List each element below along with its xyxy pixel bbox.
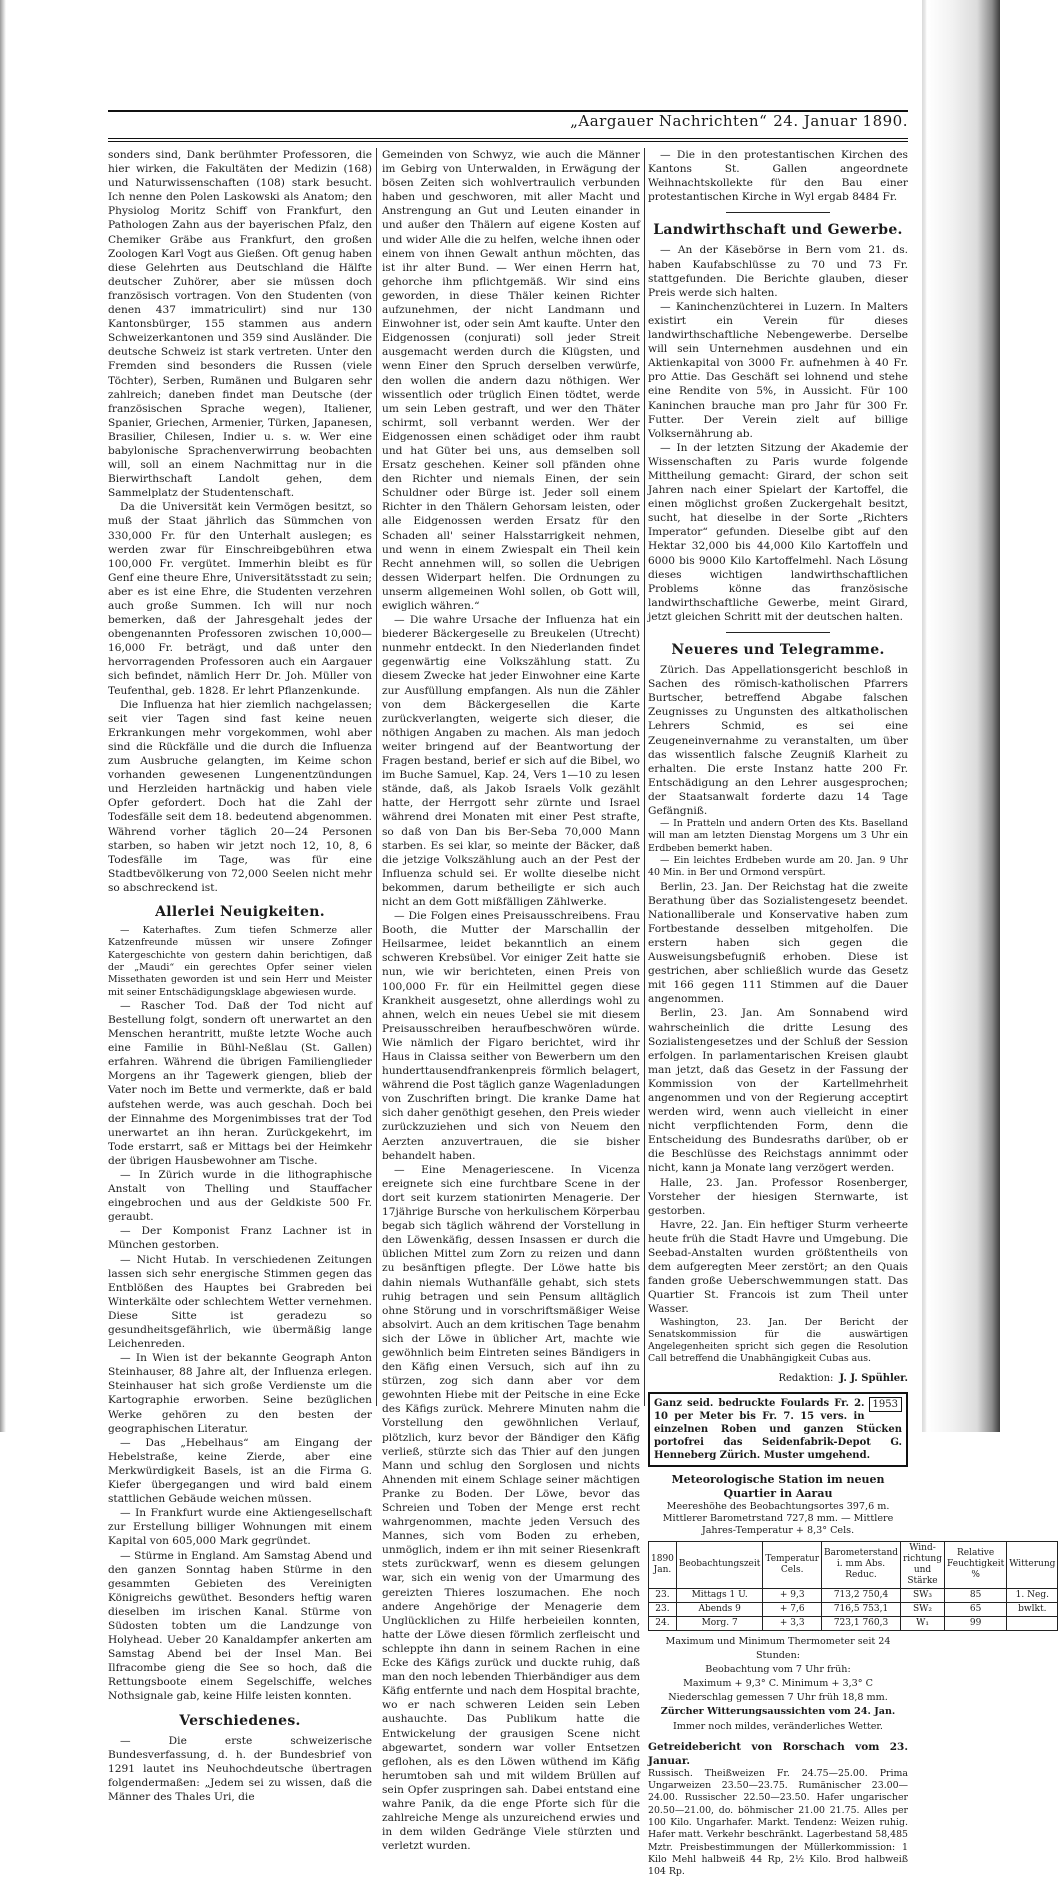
table-cell: 716,5 753,1	[822, 1602, 901, 1616]
table-cell: 23.	[649, 1602, 677, 1616]
news-item: — Die Folgen eines Preisausschreibens. Frau Booth, die Mutter der Marschallin der Heilsarmee, leidet bekanntlich an einem schweren Krebsübel. Vor einiger Zeit hatte sie nun, wie wir berichteten, einen Preis von 100,000 Fr. für ein Heilmittel gegen diese Krankheit ausgesetzt, ohne allerdings wohl zu ahnen, welch ein neues Uebel sie mit diesem Preisausschreiben heraufbeschwören würde. Wie nämlich der Figaro berichtet, wird ihr Haus in Claissa seither von Bewerbern um den hunderttausendfrankenpreis förmlich belagert, während die Post täglich ganze Wagenladungen von Zuschriften bringt. Die kranke Dame hat sich daher genöthigt gesehen, den Preis wieder zurückzuziehen und sich von Neuem den Aerzten anzuvertrauen, die sie bisher behandelt haben.	[382, 910, 641, 1162]
news-item: — Stürme in England. Am Samstag Abend und den ganzen Sonntag haben Stürme in den gesammten Gebieten des Vereinigten Königreichs gewüthet. Besonders heftig waren dieselben im irischen Kanal. Stürme von Südosten tobten um die Landzunge von Holyhead. Ueber 20 Kanaldampfer ankerten am Samstag Abend bei der Insel Man. Bei Ilfracombe gieng die See so hoch, daß die Rettungsboote einem Segelschiffe, welches Nothsignale gab, keine Hilfe leisten konnten.	[108, 1549, 372, 1703]
article-paragraph: Die Influenza hat hier ziemlich nachgelassen; seit vier Tagen sind fast keine neuen Erkrankungen mehr vorgekommen, wohl aber sind die Rückfälle und die durch die Influenza zum Ausbruche gelangten, im Keime schon vorhanden gewesenen Lungenentzündungen und Herzleiden hartnäckig und haben viele Opfer gefordert. Doch hat die Zahl der Todesfälle seit dem 18. bedeutend abgenommen. Während vorher täglich 20—24 Personen starben, so haben wir jetzt noch 12, 10, 8, 6 Todesfälle im Tage, was für eine Stadtbevölkerung von 72,000 Seelen nicht mehr so abschreckend ist.	[108, 698, 372, 894]
news-item: — In Pratteln und andern Orten des Kts. Baselland will man am letzten Dienstag Morgens um 3 Uhr ein Erdbeben bemerkt haben.	[648, 818, 908, 854]
article-paragraph: Gemeinden von Schwyz, wie auch die Männer im Gebirg von Unterwalden, in Erwägung der bösen Zeiten sich wohlvertraulich verbunden haben und geschworen, mit aller Macht und Anstrengung an Gut und Leuten einander in und außer den Thälern auf eigene Kosten auf und wider Alle die zu helfen, welche ihnen oder einem von ihnen Gewalt anthun möchten, das ist ihr alter Bund. — Wer einen Herrn hat, gehorche ihm pflichtgemäß. Wir sind eins geworden, in diese Thäler keinen Richter aufzunehmen, der nicht Landmann und Einwohner ist, oder sein Amt kaufte. Unter den Eidgenossen (conjurati) soll jeder Streit ausgemacht werden durch die Klügsten, und wenn Einer den Spruch derselben verwürfe, den wollen die andern dazu nöthigen. Wer wissentlich oder trüglich Einen tödtet, werde um sein Leben gestraft, und wer den Thäter schirmt, soll verbannt werden. Wer der Eidgenossen einen schädiget oder ihm raubt und hat Güter bei uns, aus demselben soll Ersatz geschehen. Keiner soll pfänden ohne den Richter und niemals Einen, der sein Schuldner oder Bürge ist. Jeder soll einem Richter in den Thälern Gehorsam leisten, oder alle Eidgenossen werden Ersatz für den Schaden all' seiner Halsstarrigkeit nehmen, und wenn in einem Zwiespalt ein Theil kein Recht annehmen will, so sollen die Uebrigen dessen Widerpart helfen. Die Ordnungen zu unserm allgemeinen Wohl sollen, ob Gott will, ewiglich währen.“	[382, 149, 640, 612]
weather-forecast-title: Zürcher Witterungsaussichten vom 24. Jan.	[660, 1706, 896, 1718]
page-edge-right	[922, 0, 1000, 1432]
table-cell: + 3,3	[763, 1616, 822, 1630]
news-item: — Nicht Hutab. In verschiedenen Zeitungen lassen sich sehr energische Stimmen gegen das Entblößen des Hauptes bei Grabreden bei Winterkälte oder schlechtem Wetter vernehmen. Diese Sitte ist geradezu so gesundheitsgefährlich, wie übermäßig lange Leichenreden.	[108, 1253, 372, 1351]
section-divider	[726, 632, 830, 633]
telegram-item: Berlin, 23. Jan. Der Reichstag hat die zweite Berathung über das Sozialistengesetz beendet. Nationalliberale und Konservative haben zum Fortbestande desselben mitgeholfen. Die erstern haben sich gegen die Ausweisungsbefugniß erhoben. Diese ist gestrichen, aber schließlich wurde das Gesetz mit 166 gegen 111 Stimmen auf die Dauer angenommen.	[648, 880, 908, 1006]
foulard-advertisement	[648, 1392, 908, 1467]
table-cell: bwlkt.	[1007, 1602, 1058, 1616]
table-cell: 723,1 760,3	[822, 1616, 901, 1630]
editor-credit	[648, 1372, 908, 1386]
news-item: — Die wahre Ursache der Influenza hat ein biederer Bäckergeselle zu Breukelen (Utrecht) nunmehr entdeckt. In den Niederlanden findet gegenwärtig eine Volkszählung statt. Zu diesem Zwecke hat jeder Einwohner eine Karte zur Ausfüllung empfangen. Als nun die Zähler von dem Bäckergesellen die Karte zurückverlangten, weigerte sich dieser, die nöthigen Angaben zu machen. Als man jedoch weiter bringend auf der Beantwortung der Fragen bestand, berief er sich auf die Bibel, wo im Buche Samuel, Kap. 24, Vers 1—10 zu lesen stände, daß, als Jakob Israels Volk gezählt hatte, der Herrgott sehr zürnte und Israel während drei Monaten mit einer Pest strafte, so daß von Dan bis Ber-Seba 70,000 Mann starben. Es sei klar, so meinte der Bäcker, daß die jetzige Volkszählung auch an der Pest der Influenza schuld sei. Er wollte dieselbe nicht bekommen, darum betheiligte er sich auch nicht an dem Gott mißfälligen Zählwerke.	[382, 614, 640, 908]
ad-code: 1953	[869, 1397, 902, 1412]
section-heading-verschiedenes: Verschiedenes.	[179, 1712, 301, 1729]
weather-col-header: 1890 Jan.	[649, 1541, 677, 1588]
page-shadow-left	[0, 0, 6, 1432]
paper-title: „Aargauer Nachrichten“	[570, 112, 768, 130]
table-cell: Morg. 7	[676, 1616, 762, 1630]
table-row	[649, 1616, 1058, 1630]
news-item: — In Wien ist der bekannte Geograph Anton Steinhauser, 88 Jahre alt, der Influenza erlegen. Steinhauser hat sich große Verdienste um die Kartographie erworben. Seine bezüglichen Werke gehören zu den besten der geographischen Literatur.	[108, 1352, 372, 1435]
news-item: — Das „Hebelhaus“ am Eingang der Hebelstraße, keine Zierde, aber eine Merkwürdigkeit Basels, ist an die Firma G. Kiefer übergegangen und wird bald einem stattlichen Gebäude weichen müssen.	[108, 1436, 372, 1506]
table-cell: + 7,6	[763, 1602, 822, 1616]
weather-table-header	[649, 1541, 1058, 1588]
weather-table	[648, 1541, 1058, 1631]
table-cell: 713,2 750,4	[822, 1588, 901, 1602]
article-paragraph: sonders sind, Dank berühmter Professoren, die hier wirken, die Fakultäten der Medizin (168) und Naturwissenschaften (108) stark besucht. Ich nenne den Polen Laskowski als Anatom; den Physiolog Moritz Schiff von Frankfurt, den Pathologen Zahn aus der bayerischen Pfalz, den Chemiker Gräbe aus Frankfurt, den großen Zoologen Karl Vogt aus Gießen. Oft genug haben diese Gelehrten aus Deutschland die Hälfte deutscher Zuhörer, aber sie müssen doch französisch vortragen. Von den Studenten (von denen 437 immatriculirt) sind nur 130 Kantonsbürger, 155 stammen aus andern Schweizerkantonen und 359 sind Ausländer. Die deutsche Schweiz ist stark vertreten. Unter den Fremden sind besonders die Russen (viele Töchter), Serben, Rumänen und Bulgaren sehr zahlreich; daneben findet man Deutsche (der französischen Sprache wegen), Italiener, Spanier, Griechen, Armenier, Türken, Japanesen, Brasilier, Chilesen, Indier u. s. w. Wer eine babylonische Sprachenverwirrung beobachten will, soll an einem Nachmittag nur in die Bierwirthschaft Landolt gehen, dem Sammelplatz der Studentenschaft.	[108, 149, 372, 500]
column-3	[648, 148, 1056, 1878]
news-item: — Die in den protestantischen Kirchen des Kantons St. Gallen angeordnete Weihnachtskollekte für den Bau einer protestantischen Kirche in Wyl ergab 8484 Fr.	[648, 149, 908, 204]
column-1	[108, 148, 372, 1803]
table-cell: 1. Neg.	[1007, 1588, 1058, 1602]
table-cell	[1007, 1616, 1058, 1630]
telegram-item: Havre, 22. Jan. Ein heftiger Sturm verheerte heute früh die Stadt Havre und Umgebung. Die Seebad-Anstalten wurden größtentheils von dem aufgeregten Meer zerstört; an den Quais fanden große Ueberschwemmungen statt. Das Quartier St. Francois ist zum Theil unter Wasser.	[648, 1218, 908, 1316]
weather-note: Beobachtung vom 7 Uhr früh:	[705, 1664, 851, 1676]
issue-date: 24. Januar 1890.	[773, 112, 908, 130]
table-cell: 99	[944, 1616, 1006, 1630]
weather-altitude: Meereshöhe des Beobachtungsortes 397,6 m.	[666, 1500, 890, 1512]
table-cell: 85	[944, 1588, 1006, 1602]
article-paragraph: Da die Universität kein Vermögen besitzt, so muß der Staat jährlich das Sümmchen von 330,000 Fr. für den Unterhalt auslegen; es werden zwar für Einschreibgebühren etwa 100,000 Fr. vergütet. Immerhin bleibt es für Genf eine theure Ehre, Universitätsstadt zu sein; aber es ist eine Ehre, die Studenten verzehren auch große Summen. Ich will nur noch bemerken, daß der Jahresgehalt jedes der obengenannten Professoren zwischen 10,000—16,000 Fr. beträgt, und daß unter den hervorragenden Professoren auch ein Aargauer sich befindet, nämlich Herr Dr. Joh. Müller von Teufenthal, geb. 1828. Er lehrt Pflanzenkunde.	[108, 501, 372, 697]
weather-note: Maximum und Minimum Thermometer seit 24 Stunden:	[665, 1635, 891, 1662]
news-item: — Katerhaftes. Zum tiefen Schmerze aller Katzenfreunde müssen wir unsere Zofinger Katergeschichte von gestern dahin berichtigen, daß der „Maudi“ ein gerechtes Opfer seiner vielen Missethaten geworden ist und sein Herr und Meister mit seiner Entschädigungsklage abgewiesen wurde.	[108, 925, 372, 998]
telegram-item: Halle, 23. Jan. Professor Rosenberger, Vorsteher der hiesigen Sternwarte, ist gestorben.	[648, 1176, 908, 1217]
weather-col-header: Relative Feuchtigkeit %	[944, 1541, 1006, 1588]
weather-col-header: Beobachtungszeit	[676, 1541, 762, 1588]
table-row	[649, 1588, 1058, 1602]
table-cell: 23.	[649, 1588, 677, 1602]
editor-label: Redaktion:	[778, 1372, 834, 1384]
telegram-item: Berlin, 23. Jan. Am Sonnabend wird wahrscheinlich die dritte Lesung des Sozialistengesetzes und der Schluß der Session erfolgen. In parlamentarischen Kreisen glaubt man jetzt, daß das Gesetz in der Fassung der Kommission von der Kartellmehrheit angenommen und von der Regierung acceptirt werden wird, wenn auch vielleicht in einer nicht verpflichtenden Form, denn die Entscheidung des Bundesraths darüber, ob er die Beschlüsse des Reichstags annimmt oder nicht, kann ja Monate lang verzögert werden.	[648, 1007, 908, 1175]
news-item: — In Zürich wurde in die lithographische Anstalt von Thelling und Stauffacher eingebrochen und aus der Geldkiste 500 Fr. geraubt.	[108, 1168, 372, 1224]
weather-averages: Mittlerer Barometrstand 727,8 mm. — Mittlere Jahres-Temperatur + 8,3° Cels.	[662, 1512, 894, 1536]
news-item: — An der Käsebörse in Bern vom 21. ds. haben Kaufabschlüsse zu 70 und 73 Fr. stattgefunden. Die Berichte glauben, dieser Preis werde sich halten.	[648, 244, 908, 299]
weather-col-header: Barometerstand i. mm Abs. Reduc.	[822, 1541, 901, 1588]
weather-col-header: Witterung	[1007, 1541, 1058, 1588]
table-cell: 65	[944, 1602, 1006, 1616]
weather-note: Niederschlag gemessen 7 Uhr früh 18,8 mm.	[668, 1692, 888, 1704]
grain-report-text: Russisch. Theißweizen Fr. 24.75—25.00. Prima Ungarweizen 23.50—23.75. Rumänischer 23.00—24.00. Russischer 22.50—23.50. Hafer ungarischer 20.50—21.00, do. böhmischer 21.00 21.75. Alles per 100 Kilo. Ungarhafer. Markt. Tendenz: Weizen ruhig. Hafer matt. Verkehr beschränkt. Lagerbestand 58,485 Mztr. Preisbestimmungen der Müllerkommission: 1 Kilo Mehl halbweiß 44 Rp, 2½ Kilo. Brod halbweiß 104 Rp.	[648, 1767, 908, 1878]
weather-col-header: Wind-richtung und Stärke	[901, 1541, 945, 1588]
grain-report-title: Getreidebericht von Rorschach vom 23. Januar.	[648, 1740, 908, 1767]
page-header	[108, 112, 908, 136]
news-item: Zürich. Das Appellationsgericht beschloß in Sachen des römisch-katholischen Pfarrers Burtscher, betreffend Abgabe falschen Zeugnisses zu Ungunsten des altkatholischen Lehrers Schmid, es sei eine Zeugeneinvernahme zu veranstalten, um über das wissentlich falsche Zeugniß Klarheit zu erhalten. Die erste Instanz hatte 200 Fr. Entschädigung an den Lehrer ausgesprochen; der Staatsanwalt forderte dazu 14 Tage Gefängniß.	[648, 664, 908, 818]
weather-col-header: Temperatur Cels.	[763, 1541, 822, 1588]
column-divider-2	[644, 148, 645, 1406]
table-cell: SW₃	[901, 1588, 945, 1602]
news-item: — Kaninchenzüchterei in Luzern. In Malters existirt ein Verein für dieses landwirthschaftliche Nebengewerbe. Derselbe will sein Unternehmen ausdehnen und ein Aktienkapital von 3000 Fr. aufnehmen à 40 Fr. pro Attie. Das Geschäft sei lohnend und stehe eine Rendite von 5%, in Aussicht. Für 100 Kaninchen brauche man pro Jahr für 300 Fr. Futter. Der Verein zielt auf billige Volksernährung ab.	[648, 300, 908, 440]
section-heading-allerlei: Allerlei Neuigkeiten.	[155, 903, 325, 920]
table-cell: + 9,3	[763, 1588, 822, 1602]
table-cell: W₁	[901, 1616, 945, 1630]
weather-note: Maximum + 9,3° C. Minimum + 3,3° C	[683, 1678, 873, 1690]
telegram-item: Washington, 23. Jan. Der Bericht der Senatskommission für die auswärtigen Angelegenheiten spricht sich gegen die Resolution Call betreffend die Unabhängigkeit Cubas aus.	[648, 1316, 908, 1365]
news-item: — In Frankfurt wurde eine Aktiengesellschaft zur Erstellung billiger Wohnungen mit einem Kapital von 605,000 Mark gegründet.	[108, 1507, 372, 1548]
news-item: — Eine Menageriescene. In Vicenza ereignete sich eine furchtbare Scene in der dort seit kurzem stationirten Menagerie. Der 17jährige Bursche von herkulischem Körperbau begab sich täglich während der Vorstellung in den Löwenkäfig, dessen Insassen er durch die üblichen Mittel zum Zorn zu reizen und dann zu besänftigen pflegte. Der Löwe hatte bis dahin niemals Wuthanfälle gehabt, sich stets ruhig betragen und sein Pensum alltäglich ohne Störung und in vorschriftsmäßiger Weise absolvirt. Auch an dem kritischen Tage benahm sich der Löwe in üblicher Art, machte wie gewöhnlich beim Eintreten seines Bändigers in den Käfig einen Versuch, sich auf ihn zu stürzen, zog sich dann aber vor dem gewohnten Hiebe mit der Peitsche in eine Ecke des Käfigs zurück. Mehrere Minuten nahm die Vorstellung den gewöhnlichen Verlauf, plötzlich, kurz bevor der Bändiger den Käfig verließ, stürzte sich das Thier auf den jungen Mann und schlug den Sorglosen und nichts Ahnenden mit einem Schlage seiner mächtigen Pranke zu Boden. Der Löwe, bevor das Schreien und Toben der Menge erst recht wahrgenommen, machte jeden Versuch des Mannes, sich vom Boden zu erheben, unmöglich, indem er ihn mit seiner Riesenkraft stets zurückwarf, wenn es diesem gelungen war, sich ein wenig von der Umarmung des gereizten Thieres loszumachen. Ehe noch andere Angehörige der Menagerie dem Unglücklichen zu Hilfe herbeieilen konnten, hatte der Löwe diesen förmlich zerfleischt und schleppte ihn dann in seinem Rachen in eine Ecke des Käfigs zurück und duckte ruhig, daß man den noch lebenden Thierbändiger aus dem Käfig entfernte und nach dem Hospital brachte, wo er nach schweren Leiden sein Leben aushauchte. Das Publikum hatte die Entwickelung der grausigen Scene nicht abgewartet, sondern war voller Entsetzen geflohen, als es den Löwen wüthend im Käfig herumtoben sah und mit wildem Brüllen auf sein Opfer zuspringen sah. Dabei entstand eine wahre Panik, da die enge Pforte sich für die zahlreiche Menge als unzureichend erwies und in dem wilden Gedränge Viele stürzten und verletzt wurden.	[382, 1163, 640, 1853]
table-cell: 24.	[649, 1616, 677, 1630]
table-cell: Mittags 1 U.	[676, 1588, 762, 1602]
table-row	[649, 1602, 1058, 1616]
weather-forecast: Immer noch mildes, veränderliches Wetter.	[673, 1720, 883, 1732]
section-heading-telegramme: Neueres und Telegramme.	[671, 642, 885, 658]
news-item: — Der Komponist Franz Lachner ist in München gestorben.	[108, 1225, 372, 1252]
header-bottom-rule-2	[108, 141, 908, 142]
news-item: — Ein leichtes Erdbeben wurde am 20. Jan. 9 Uhr 40 Min. in Ber und Ormond verspürt.	[648, 855, 908, 879]
editor-name: J. J. Spühler.	[839, 1372, 908, 1384]
news-item: — Rascher Tod. Daß der Tod nicht auf Bestellung folgt, sondern oft unerwartet an den Menschen herantritt, mußte letzte Woche auch eine Familie in Bühl-Neßlau (St. Gallen) erfahren. Während die übrigen Familienglieder Morgens an ihr Tagewerk giengen, blieb der Vater noch im Bette und vermerkte, daß er bald aufstehen werde, was auch geschah. Doch bei der Einnahme des Morgenimbisses trat der Tod unerwartet an ihn heran. Zurückgekehrt, im Tode erstarrt, saß er Mittags bei der Heimkehr der übrigen Hausbewohner am Tische.	[108, 999, 372, 1167]
news-item: — In der letzten Sitzung der Akademie der Wissenschaften zu Paris wurde folgende Mittheilung gemacht: Girard, der schon seit Jahren nach einer Spielart der Kartoffel, die einen möglichst großen Zuckergehalt besitzt, sucht, hat dieselbe in der Sorte „Richters Imperator“ gefunden. Dieselbe gibt auf den Hektar 32,000 bis 44,000 Kilo Kartoffeln und 6000 bis 9000 Kilo Kartoffelmehl. Nach Lösung dieses wichtigen landwirthschaftlichen Problems könne das französische landwirthschaftliche Gewerbe, meint Girard, jetzt gleichen Schritt mit der deutschen halten.	[648, 441, 908, 623]
header-bottom-rule	[108, 138, 908, 139]
section-heading-landwirthschaft: Landwirthschaft und Gewerbe.	[653, 222, 903, 239]
section-divider	[726, 212, 830, 213]
column-divider-1	[376, 148, 377, 1406]
weather-station-title: Meteorologische Station im neuen Quartier in Aarau	[671, 1472, 885, 1500]
newspaper-page	[108, 96, 1056, 1878]
column-2	[382, 148, 641, 1853]
table-cell: Abends 9	[676, 1602, 762, 1616]
ad-text: Ganz seid. bedruckte Foulards Fr. 2. 10 per Meter bis Fr. 7. 15 vers. in einzelnen Roben und ganzen Stücken portofrei das Seidenfabrik-Depot G. Henneberg Zürich. Muster umgehend.	[654, 1397, 902, 1461]
table-cell: SW₂	[901, 1602, 945, 1616]
news-item: — Die erste schweizerische Bundesverfassung, d. h. der Bundesbrief von 1291 lautet ins Neuhochdeutsche übertragen folgendermaßen: „Jedem sei zu wissen, daß die Männer des Thales Uri, die	[108, 1734, 372, 1803]
